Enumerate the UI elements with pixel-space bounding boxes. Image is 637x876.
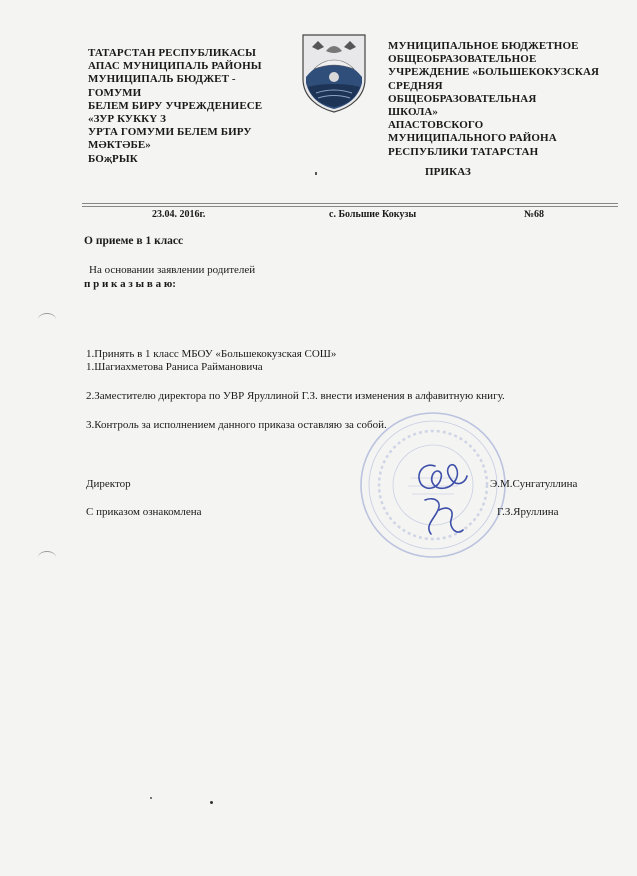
header-right-line: МУНИЦИПАЛЬНОГО РАЙОНА bbox=[388, 132, 557, 145]
speck bbox=[210, 801, 213, 804]
order-date: 23.04. 2016г. bbox=[152, 209, 206, 220]
order-item-1-student: 1.Шагиахметова Раниса Раймановича bbox=[86, 361, 263, 373]
punch-hole-bottom bbox=[38, 551, 56, 564]
header-rule-top bbox=[82, 203, 618, 204]
header-right-line: ОБЩЕОБРАЗОВАТЕЛЬНОЕ bbox=[388, 53, 537, 66]
speck bbox=[150, 797, 152, 799]
header-left-line: МУНИЦИПАЛЬ БЮДЖЕТ - bbox=[88, 73, 236, 86]
header-right-line: МУНИЦИПАЛЬНОЕ БЮДЖЕТНОЕ bbox=[388, 40, 579, 52]
order-place: с. Большие Кокузы bbox=[329, 209, 417, 220]
header-left-line: БЕЛЕМ БИРУ УЧРЕЖДЕНИЕСЕ bbox=[88, 99, 263, 112]
header-left-line: МӘКТӘБЕ» bbox=[88, 139, 151, 152]
header-left-line: «ЗУР КУККҮ З bbox=[88, 113, 167, 126]
acknowledged-label: С приказом ознакомлена bbox=[86, 506, 202, 518]
order-item-1: 1.Принять в 1 класс МБОУ «Большекокузская СОШ» bbox=[86, 348, 337, 360]
header-rule-bottom bbox=[82, 206, 618, 207]
header-right-line: ШКОЛА» bbox=[388, 106, 439, 119]
header-right-line: РЕСПУБЛИКИ ТАТАРСТАН bbox=[388, 145, 539, 158]
order-subject: О приеме в 1 класс bbox=[84, 235, 184, 247]
header-right-line: АПАСТОВСКОГО bbox=[388, 119, 484, 132]
header-left-tatar bbox=[88, 47, 262, 166]
order-number: №68 bbox=[524, 209, 545, 220]
header-left-line: ГОМУМИ bbox=[88, 86, 142, 99]
order-item-2: 2.Заместителю директора по УВР Яруллиной Г.З. внести изменения в алфавитную книгу. bbox=[86, 390, 505, 402]
header-right-line: СРЕДНЯЯ bbox=[388, 79, 443, 92]
director-name: Э.М.Сунгатуллина bbox=[490, 478, 578, 490]
header-left-line: ТАТАРСТАН РЕСПУБЛИКАСЫ bbox=[88, 47, 257, 59]
header-right-russian bbox=[388, 40, 599, 159]
header-left-line: АПАС МУНИЦИПАЛЬ РАЙОНЫ bbox=[88, 60, 262, 73]
doc-type-title: ПРИКАЗ bbox=[425, 166, 471, 178]
order-word: п р и к а з ы в а ю: bbox=[84, 278, 176, 290]
punch-hole-top bbox=[38, 313, 56, 326]
header-right-line: УЧРЕЖДЕНИЕ «БОЛЬШЕКОКУЗСКАЯ bbox=[388, 66, 600, 79]
district-emblem bbox=[300, 33, 368, 113]
speck bbox=[315, 172, 317, 175]
header-right-line: ОБЩЕОБРАЗОВАТЕЛЬНАЯ bbox=[388, 92, 537, 105]
order-item-3: 3.Контроль за исполнением данного приказа оставляю за собой. bbox=[86, 419, 387, 431]
header-left-line: БОҗРЫК bbox=[88, 152, 138, 165]
order-basis: На основании заявлении родителей bbox=[89, 264, 256, 276]
header-left-line: УРТА ГОМУМИ БЕЛЕМ БИРУ bbox=[88, 126, 252, 139]
director-label: Директор bbox=[86, 478, 131, 490]
acknowledged-name: Г.З.Яруллина bbox=[497, 506, 559, 518]
director-signature bbox=[405, 448, 485, 548]
